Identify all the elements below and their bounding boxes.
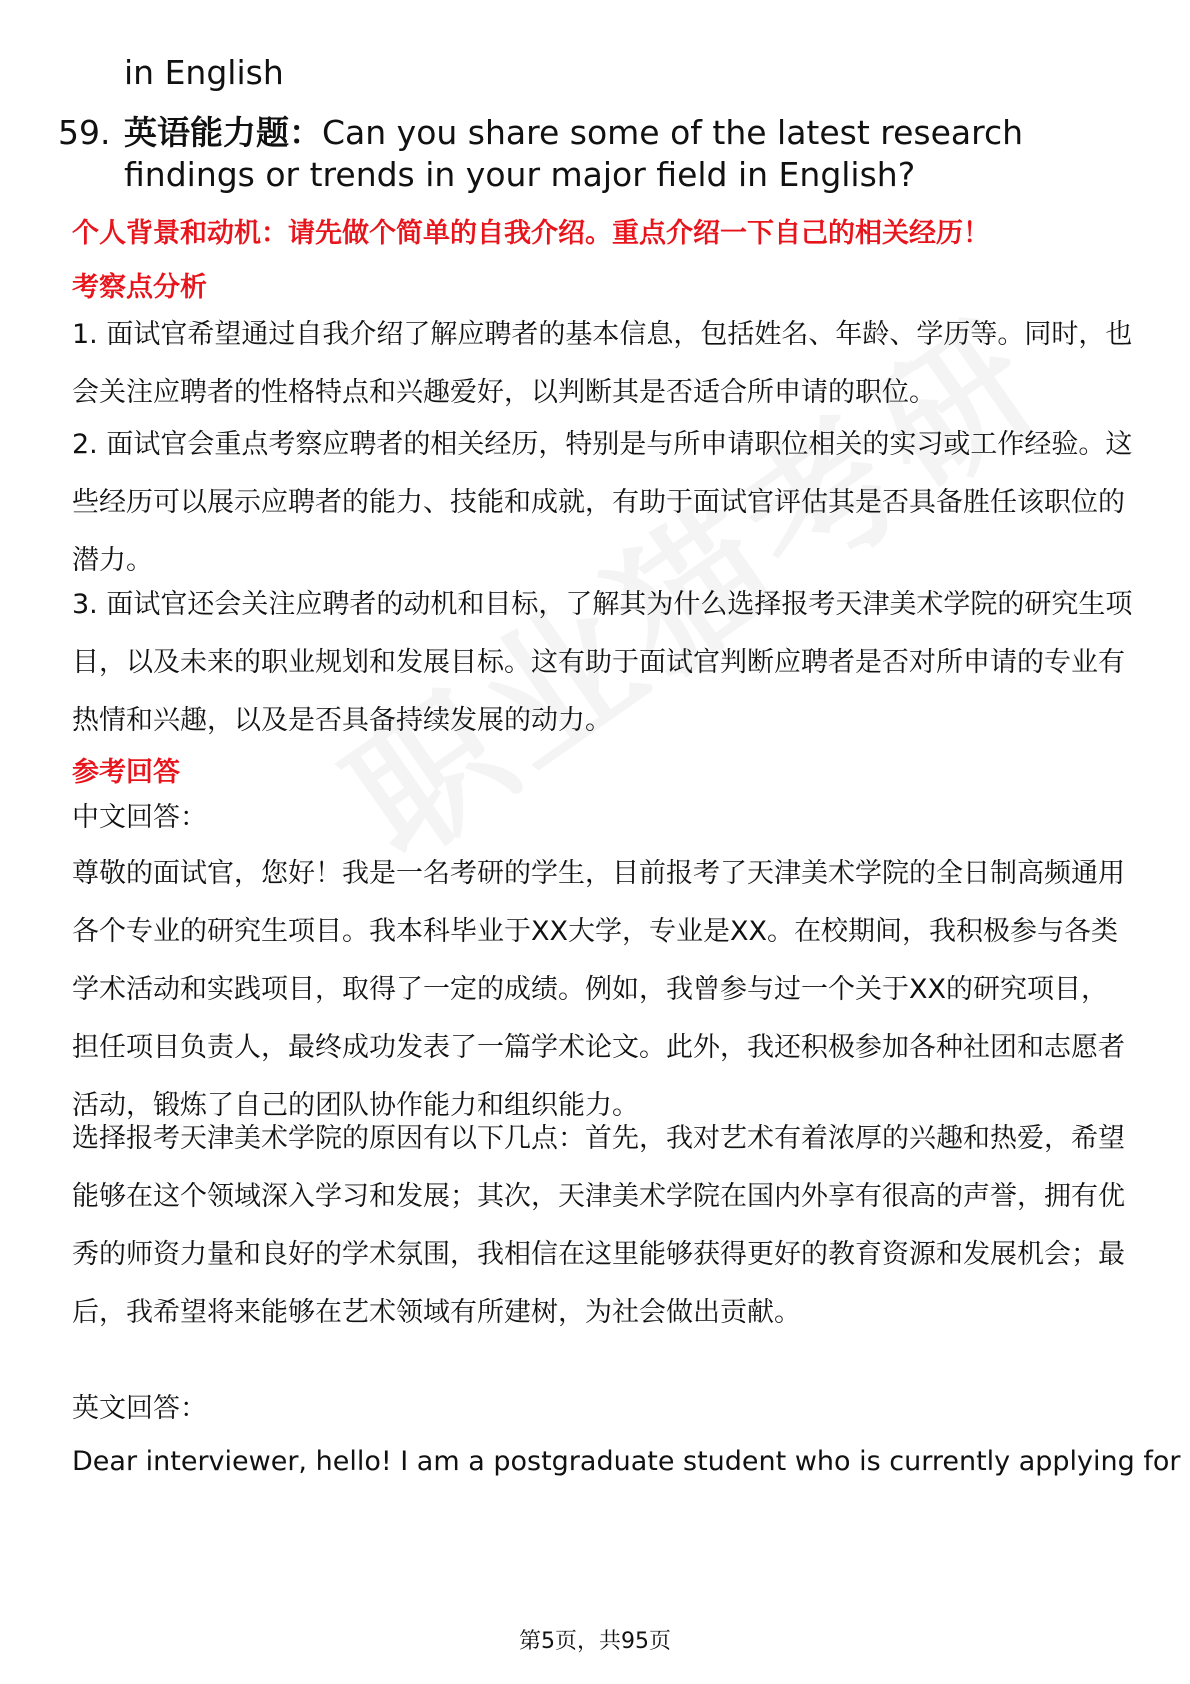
question-number: 59. [58,113,111,152]
chinese-answer-paragraph-1: 尊敬的面试官，您好！我是一名考研的学生，目前报考了天津美术学院的全日制高频通用各个专业的研究生项目。我本科毕业于XX大学，专业是XX。在校期间，我积极参与各类学术活动和实践项目，取得了一定的成绩。例如，我曾参与过一个关于XX的研究项目，担任项目负责人，最终成功发表了一篇学术论文。此外，我还积极参加各种社团和志愿者活动，锻炼了自己的团队协作能力和组织能力。 [72,858,1125,1121]
english-answer-start: Dear interviewer, hello! I am a postgraduate student who is currently applying for [72,1446,1181,1477]
analysis-point-2: 2. 面试官会重点考察应聘者的相关经历，特别是与所申请职位相关的实习或工作经验。这些经历可以展示应聘者的能力、技能和成就，有助于面试官评估其是否具备胜任该职位的潜力。 [72,429,1133,576]
question-label: 英语能力题： [124,113,322,152]
analysis-point-1: 1. 面试官希望通过自我介绍了解应聘者的基本信息，包括姓名、年龄、学历等。同时，也会关注应聘者的性格特点和兴趣爱好，以判断其是否适合所申请的职位。 [72,319,1133,408]
question-text: Can you share some of the latest research findings or trends in your major field in English? [124,113,1024,194]
analysis-title: 考察点分析 [72,272,207,303]
question-59 [58,112,1138,196]
chinese-answer-paragraph-2: 选择报考天津美术学院的原因有以下几点：首先，我对艺术有着浓厚的兴趣和热爱，希望能够在这个领域深入学习和发展；其次，天津美术学院在国内外享有很高的声誉，拥有优秀的师资力量和良好的学术氛围，我相信在这里能够获得更好的教育资源和发展机会；最后，我希望将来能够在艺术领域有所建树，为社会做出贡献。 [72,1123,1125,1328]
reference-title: 参考回答 [72,757,180,788]
chinese-answer-label: 中文回答： [72,802,207,833]
question-continuation: in English [124,53,284,92]
analysis-point-3: 3. 面试官还会关注应聘者的动机和目标，了解其为什么选择报考天津美术学院的研究生项目，以及未来的职业规划和发展目标。这有助于面试官判断应聘者是否对所申请的专业有热情和兴趣，以及是否具备持续发展的动力。 [72,589,1133,736]
question-text-block [124,112,1138,196]
page-footer: 第5页，共95页 [519,1629,671,1654]
english-answer-label: 英文回答： [72,1393,207,1424]
section-heading: 个人背景和动机：请先做个简单的自我介绍。重点介绍一下自己的相关经历！ [72,218,990,249]
